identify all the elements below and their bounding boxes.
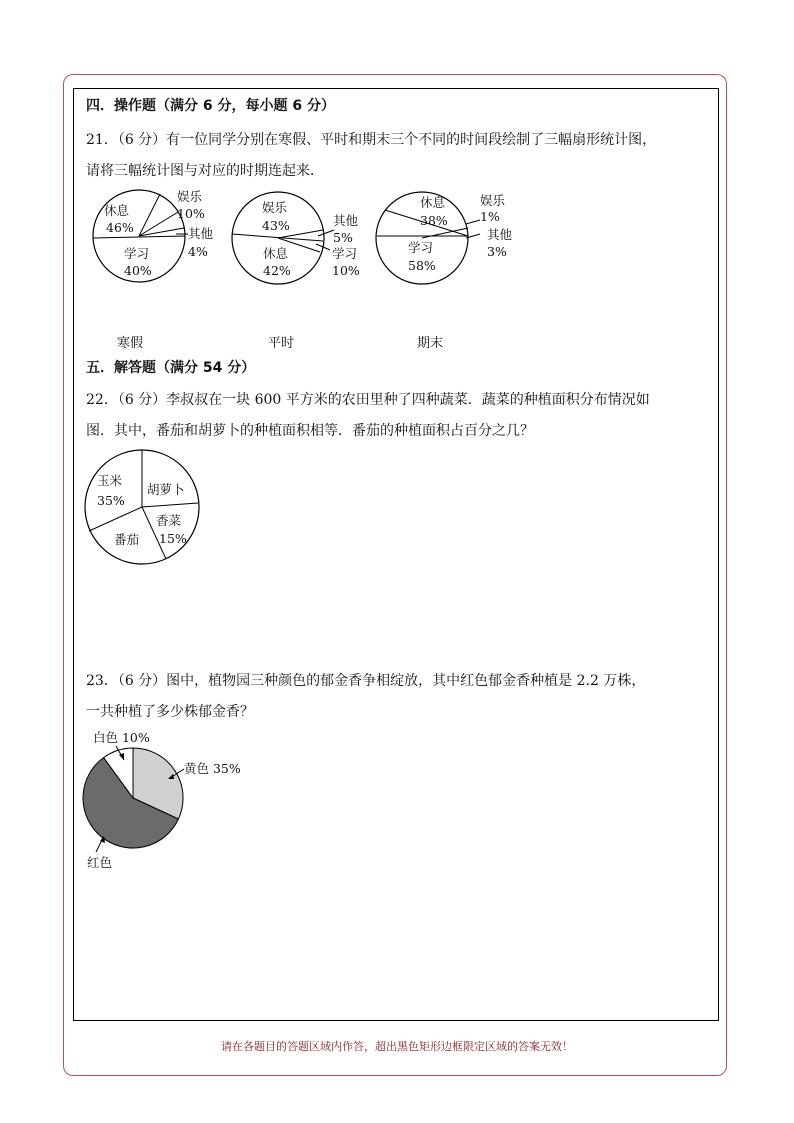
pie1-pct-study: 40% bbox=[124, 263, 152, 278]
tulip-label-yellow: 黄色 35% bbox=[184, 761, 241, 776]
pie3-pct-other: 3% bbox=[487, 244, 507, 259]
q23-text-line2: 一共种植了多少株郁金香？ bbox=[86, 704, 254, 720]
period-normal: 平时 bbox=[268, 336, 295, 351]
pie-chart-winter bbox=[80, 190, 220, 290]
pie3-pct-fun: 1% bbox=[480, 209, 500, 224]
pie1-pct-fun: 10% bbox=[177, 206, 205, 221]
tulip-label-red: 红色 bbox=[87, 855, 113, 870]
pie2-pct-other: 5% bbox=[333, 230, 353, 245]
period-winter: 寒假 bbox=[117, 336, 144, 351]
pie1-pct-other: 4% bbox=[188, 244, 208, 259]
veg-pct-cilantro: 15% bbox=[159, 531, 187, 546]
section5-title: 五．解答题（满分 54 分） bbox=[86, 360, 256, 376]
pie-chart-normal bbox=[230, 190, 380, 290]
pie3-label-fun: 娱乐 bbox=[480, 193, 506, 208]
tulip-label-white: 白色 10% bbox=[93, 730, 150, 745]
pie2-label-rest: 休息 bbox=[263, 246, 289, 261]
tulip-pie-chart bbox=[80, 726, 260, 876]
pie2-label-fun: 娱乐 bbox=[262, 200, 288, 215]
pie2-pct-study: 10% bbox=[332, 263, 360, 278]
pie2-pct-rest: 42% bbox=[263, 263, 291, 278]
pie3-pct-study: 58% bbox=[408, 258, 436, 273]
pie2-label-other: 其他 bbox=[333, 213, 359, 228]
vegetable-pie-chart bbox=[83, 450, 203, 570]
pie1-label-rest: 休息 bbox=[104, 203, 130, 218]
veg-label-carrot: 胡萝卜 bbox=[147, 482, 185, 497]
pie1-label-fun: 娱乐 bbox=[177, 189, 203, 204]
pie3-label-other: 其他 bbox=[487, 227, 513, 242]
q23-text-line1: 23．（6 分）图中，植物园三种颜色的郁金香争相绽放，其中红色郁金香种植是 2.2 万株， bbox=[86, 673, 646, 689]
pie1-label-other: 其他 bbox=[188, 226, 214, 241]
pie3-label-study: 学习 bbox=[408, 240, 434, 255]
q22-text-line2: 图．其中，番茄和胡萝卜的种植面积相等．番茄的种植面积占百分之几？ bbox=[86, 423, 534, 439]
section4-title: 四．操作题（满分 6 分，每小题 6 分） bbox=[86, 98, 335, 114]
pie2-pct-fun: 43% bbox=[262, 218, 290, 233]
pie1-pct-rest: 46% bbox=[106, 220, 134, 235]
q22-text-line1: 22．（6 分）李叔叔在一块 600 平方米的农田里种了四种蔬菜．蔬菜的种植面积分布情况如 bbox=[86, 392, 650, 408]
veg-label-corn: 玉米 bbox=[97, 473, 123, 488]
pie2-label-study: 学习 bbox=[332, 246, 358, 261]
veg-pct-corn: 35% bbox=[97, 493, 125, 508]
q21-text-line1: 21．（6 分）有一位同学分别在寒假、平时和期末三个不同的时间段绘制了三幅扇形统计图， bbox=[86, 132, 657, 148]
veg-label-cilantro: 香菜 bbox=[156, 513, 182, 528]
pie-chart-exam bbox=[376, 190, 536, 290]
pie3-label-rest: 休息 bbox=[420, 195, 446, 210]
footer-warning: 请在各题目的答题区域内作答，超出黑色矩形边框限定区域的答案无效！ bbox=[221, 1040, 573, 1053]
q21-text-line2: 请将三幅统计图与对应的时期连起来． bbox=[86, 163, 324, 179]
pie1-label-study: 学习 bbox=[124, 246, 150, 261]
veg-label-tomato: 番茄 bbox=[114, 532, 140, 547]
pie3-pct-rest: 38% bbox=[420, 213, 448, 228]
period-exam: 期末 bbox=[417, 336, 444, 351]
